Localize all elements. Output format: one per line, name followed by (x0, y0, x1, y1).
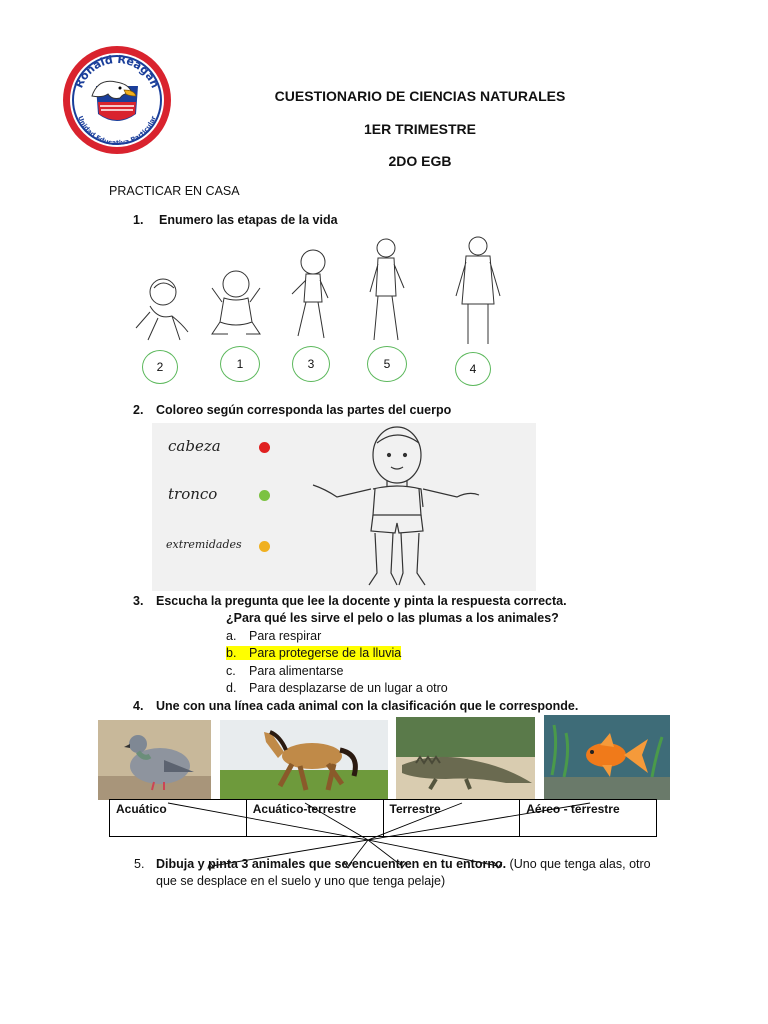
category-aquatic[interactable]: Acuático (110, 800, 247, 837)
label-extremidades: extremidades (166, 538, 242, 551)
q4-text: Une con una línea cada animal con la clasificación que le corresponde. (156, 699, 579, 713)
q1-circle-2: 1 (220, 346, 260, 382)
category-terrestrial[interactable]: Terrestre (383, 800, 520, 837)
q3-question: ¿Para qué les sirve el pelo o las plumas a los animales? (226, 611, 559, 625)
q1-circle-3: 3 (292, 346, 330, 382)
q5-line2: que se desplace en el suelo y uno que tenga pelaje) (156, 874, 446, 888)
label-tronco: tronco (168, 485, 218, 503)
label-cabeza: cabeza (168, 437, 221, 455)
intro-label: PRACTICAR EN CASA (109, 184, 240, 198)
document-title: CUESTIONARIO DE CIENCIAS NATURALES (274, 88, 566, 104)
q5-bold-text: Dibuja y pinta 3 animales que se encuentren en tu entorno. (156, 857, 507, 871)
q2-text: Coloreo según corresponda las partes del cuerpo (156, 403, 452, 417)
q3-option-c: Para alimentarse (249, 664, 344, 678)
q5-line1 (156, 857, 651, 871)
logo-arc-bottom: Unidad Educativa Particular (76, 114, 158, 148)
category-aquatic-terrestrial[interactable]: Acuático-terrestre (246, 800, 383, 837)
q3-option-b-letter: b. (226, 646, 250, 660)
q3-option-d: Para desplazarse de un lugar a otro (249, 681, 448, 695)
logo-arc-top: Ronald Reagan (72, 52, 162, 90)
q1-circle-5: 4 (455, 352, 491, 386)
q3-text: Escucha la pregunta que lee la docente y pinta la respuesta correcta. (156, 594, 567, 608)
q5-line1-rest: (Uno que tenga alas, otro (506, 857, 651, 871)
q3-option-c-letter: c. (226, 664, 236, 678)
term-label: 1ER TRIMESTRE (363, 121, 476, 137)
q1-circle-1: 2 (142, 350, 178, 384)
q1-number: 1. (133, 213, 144, 227)
q1-text: Enumero las etapas de la vida (159, 213, 338, 227)
q4-number: 4. (133, 699, 144, 713)
category-aerial-terrestrial[interactable]: Aéreo - terrestre (520, 800, 657, 837)
q3-option-d-letter: d. (226, 681, 237, 695)
q5-number: 5. (134, 857, 145, 871)
grade-label: 2DO EGB (388, 153, 452, 169)
q3-option-a: Para respirar (249, 629, 322, 643)
q2-number: 2. (133, 403, 144, 417)
q3-option-b: Para protegerse de la lluvia (249, 646, 402, 660)
q1-circle-4: 5 (367, 346, 407, 382)
q3-option-a-letter: a. (226, 629, 237, 643)
q3-number: 3. (133, 594, 144, 608)
